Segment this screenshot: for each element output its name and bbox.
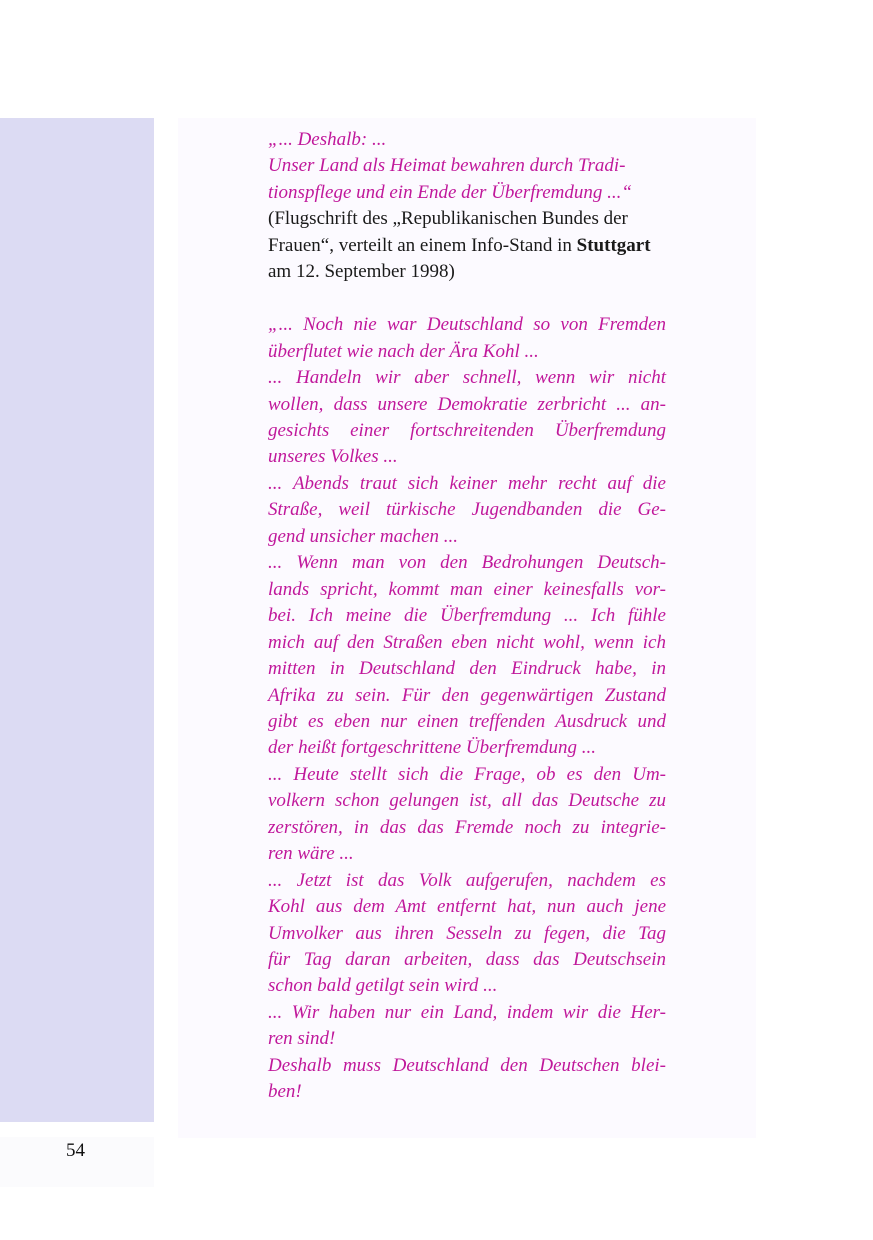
quote-line: mich auf den Straßen eben nicht wohl, wenn ich [268,631,666,653]
quote-line: wollen, dass unsere Demokratie zerbricht ... an- [268,393,666,415]
quote-line: lands spricht, kommt man einer keinesfalls vor- [268,578,666,600]
quote-line: Unser Land als Heimat bewahren durch Tradi- [268,155,626,177]
quote-republikaner [268,127,666,206]
quote-line: ... Jetzt ist das Volk aufgerufen, nachdem es [268,869,666,891]
quote-line: ... Heute stellt sich die Frage, ob es den Um- [268,763,666,785]
quote-line: schon bald getilgt sein wird ... [268,975,498,997]
quote-line: Deshalb muss Deutschland den Deutschen blei- [268,1054,666,1076]
page-number: 54 [66,1140,85,1161]
quote-line: bei. Ich meine die Überfremdung ... Ich fühle [268,605,666,627]
quote-line: ... Wenn man von den Bedrohungen Deutsch- [268,552,666,574]
quote-line: zerstören, in das das Fremde noch zu integrie- [268,816,666,838]
quote-line: ren wäre ... [268,843,354,865]
source-line: (Flugschrift des „Republikanischen Bundes der [268,208,628,230]
quote-line: gend unsicher machen ... [268,525,458,547]
quote-line: mitten in Deutschland den Eindruck habe, in [268,658,666,680]
quote-line: tionspflege und ein Ende der Überfremdung ...“ [268,181,632,203]
quote-line: für Tag daran arbeiten, dass das Deutschsein [268,949,666,971]
text-block [268,127,666,1106]
quote-line: volkern schon gelungen ist, all das Deutsche zu [268,790,666,812]
quote-line: Umvolker aus ihren Sesseln zu fegen, die Tag [268,922,666,944]
quote-line: ren sind! [268,1028,336,1050]
quote-line: überflutet wie nach der Ära Kohl ... [268,340,539,362]
quote-line: „... Noch nie war Deutschland so von Fremden [268,314,666,336]
quote-line: „... Deshalb: ... [268,129,387,150]
paragraph-gap [268,286,666,312]
source-line: am 12. September 1998) [268,261,455,283]
quote-line: Straße, weil türkische Jugendbanden die Ge- [268,499,666,521]
quote-line: ... Abends traut sich keiner mehr recht auf die [268,472,666,494]
sidebar-band [0,118,154,1122]
quote-line: unseres Volkes ... [268,446,398,468]
quote-line: ben! [268,1081,302,1103]
quote-line: Kohl aus dem Amt entfernt hat, nun auch jene [268,896,666,918]
source-city: Stuttgart [576,234,651,256]
quote-line: Afrika zu sein. Für den gegenwärtigen Zustand [268,684,666,706]
quote-line: der heißt fortgeschrittene Überfremdung ... [268,737,597,759]
quote-ueberfremdung [268,312,666,1106]
quote-line: ... Handeln wir aber schnell, wenn wir nicht [268,367,666,389]
quote-line: gibt es eben nur einen treffenden Ausdruck und [268,710,666,732]
source-text: Frauen“, verteilt an einem Info-Stand in [268,234,577,256]
source-citation [268,206,666,285]
quote-line: ... Wir haben nur ein Land, indem wir die Her- [268,1001,666,1023]
source-line [268,233,666,259]
quote-line: gesichts einer fortschreitenden Überfremdung [268,419,666,441]
